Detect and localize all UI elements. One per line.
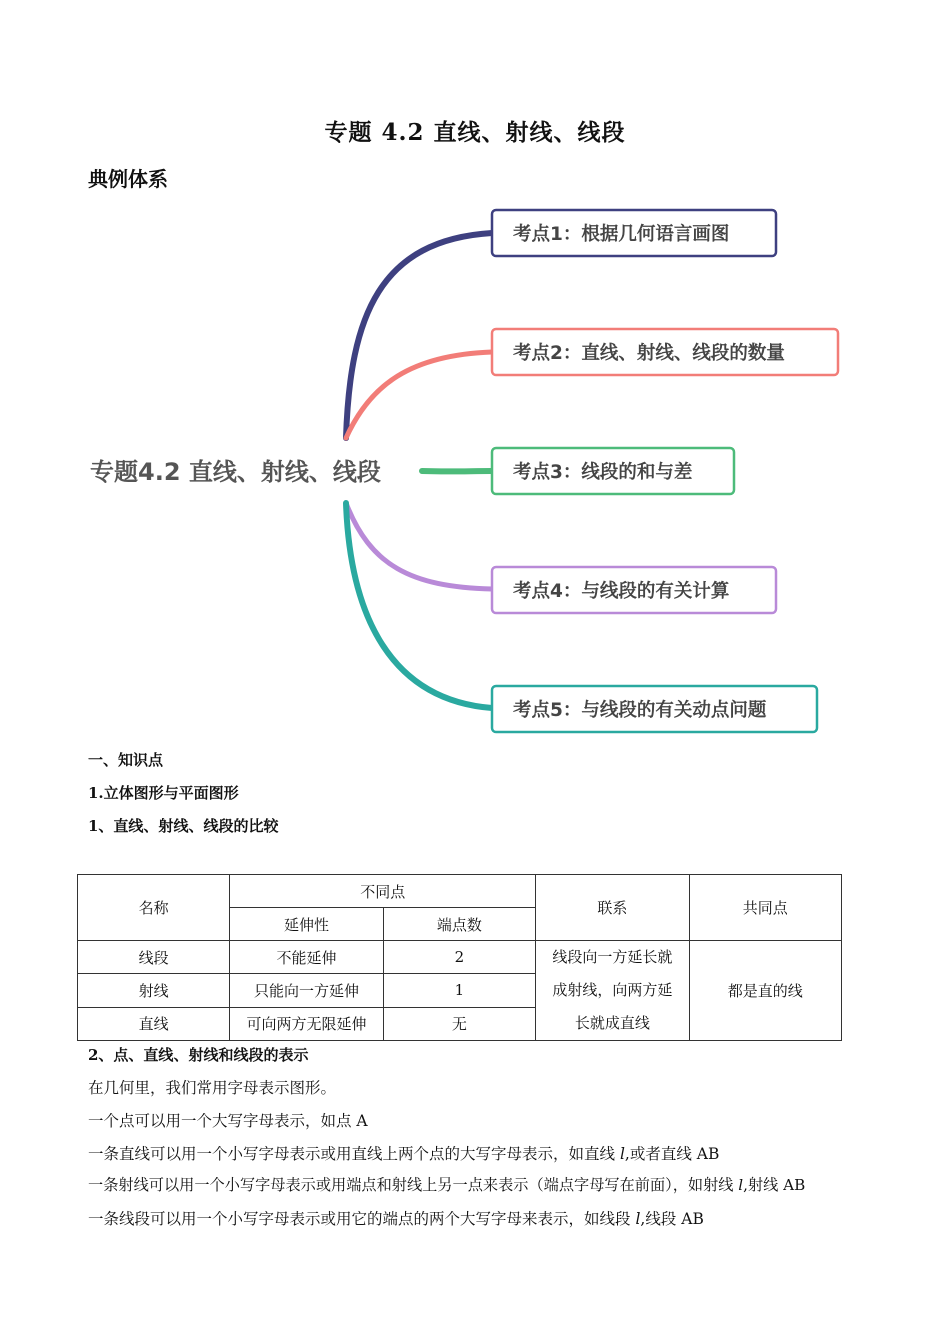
paragraph — [88, 1207, 704, 1229]
paragraph-text: ,线段 AB — [640, 1210, 704, 1228]
table-cell-relation — [536, 941, 689, 1041]
mind-map-node-2 — [492, 329, 838, 375]
branch-connector-5 — [346, 503, 492, 708]
section-solid-plane: 1.立体图形与平面图形 — [88, 784, 239, 802]
table-row — [78, 941, 842, 974]
relation-line: 成射线，向两方延 — [552, 981, 673, 999]
table-cell-endpoints: 2 — [383, 941, 535, 974]
mind-map-root: 专题4.2 直线、射线、线段 — [90, 458, 381, 486]
section-representation: 2、点、直线、射线和线段的表示 — [88, 1046, 309, 1064]
section-knowledge-points: 一、知识点 — [88, 751, 164, 769]
table-cell-extension: 不能延伸 — [230, 941, 383, 974]
paragraph-text: 一条射线可以用一个小写字母表示或用端点和射线上另一点来表示（端点字母写在前面），如射线 — [88, 1176, 739, 1194]
mind-map-node-label: 考点1：根据几何语言画图 — [513, 224, 730, 245]
branch-connector-2 — [346, 352, 492, 438]
paragraph — [88, 1174, 805, 1195]
mind-map-node-3 — [492, 448, 734, 494]
relation-line: 长就成直线 — [574, 1014, 650, 1032]
variable-l: l — [619, 1145, 625, 1163]
comparison-table — [77, 874, 842, 1041]
paragraph: 在几何里，我们常用字母表示图形。 — [88, 1079, 337, 1097]
variable-l: l — [738, 1176, 744, 1194]
table-header-name: 名称 — [78, 875, 230, 941]
document-title: 专题 4.2 直线、射线、线段 — [324, 119, 626, 146]
mind-map-node-label: 考点2：直线、射线、线段的数量 — [513, 343, 785, 364]
paragraph-text: 一条线段可以用一个小写字母表示或用它的端点的两个大写字母来表示，如线段 — [88, 1210, 636, 1228]
table-cell-extension: 可向两方无限延伸 — [230, 1007, 383, 1040]
mind-map — [0, 195, 950, 740]
mind-map-node-4 — [492, 567, 776, 613]
mind-map-node-5 — [492, 686, 817, 732]
section-heading-examples: 典例体系 — [88, 167, 168, 191]
table-header-extension: 延伸性 — [230, 908, 383, 941]
paragraph-text: ,射线 AB — [743, 1176, 806, 1194]
table-cell-endpoints: 1 — [383, 974, 535, 1007]
branch-connector-4 — [346, 503, 492, 589]
branch-connector-1 — [346, 233, 492, 438]
table-header-relation: 联系 — [536, 875, 689, 941]
mind-map-node-label: 考点4：与线段的有关计算 — [513, 581, 730, 602]
table-cell-name: 线段 — [78, 941, 230, 974]
table-header-endpoints: 端点数 — [383, 908, 535, 941]
table-cell-extension: 只能向一方延伸 — [230, 974, 383, 1007]
table-header-common: 共同点 — [689, 875, 841, 941]
mind-map-node-label: 考点3：线段的和与差 — [513, 462, 693, 483]
paragraph-text: 一条直线可以用一个小写字母表示或用直线上两个点的大写字母表示，如直线 — [88, 1145, 620, 1163]
table-cell-common: 都是直的线 — [689, 941, 841, 1041]
paragraph: 一个点可以用一个大写字母表示，如点 A — [88, 1112, 368, 1130]
mind-map-node-1 — [492, 210, 776, 256]
relation-line: 线段向一方延长就 — [552, 948, 673, 966]
paragraph-text: ,或者直线 AB — [624, 1145, 720, 1163]
table-cell-endpoints: 无 — [383, 1007, 535, 1040]
table-cell-name: 直线 — [78, 1007, 230, 1040]
section-comparison: 1、直线、射线、线段的比较 — [88, 817, 279, 835]
table-cell-name: 射线 — [78, 974, 230, 1007]
mind-map-node-label: 考点5：与线段的有关动点问题 — [513, 700, 767, 721]
table-header-differences: 不同点 — [230, 875, 536, 908]
paragraph — [88, 1142, 719, 1164]
variable-l: l — [635, 1210, 641, 1228]
